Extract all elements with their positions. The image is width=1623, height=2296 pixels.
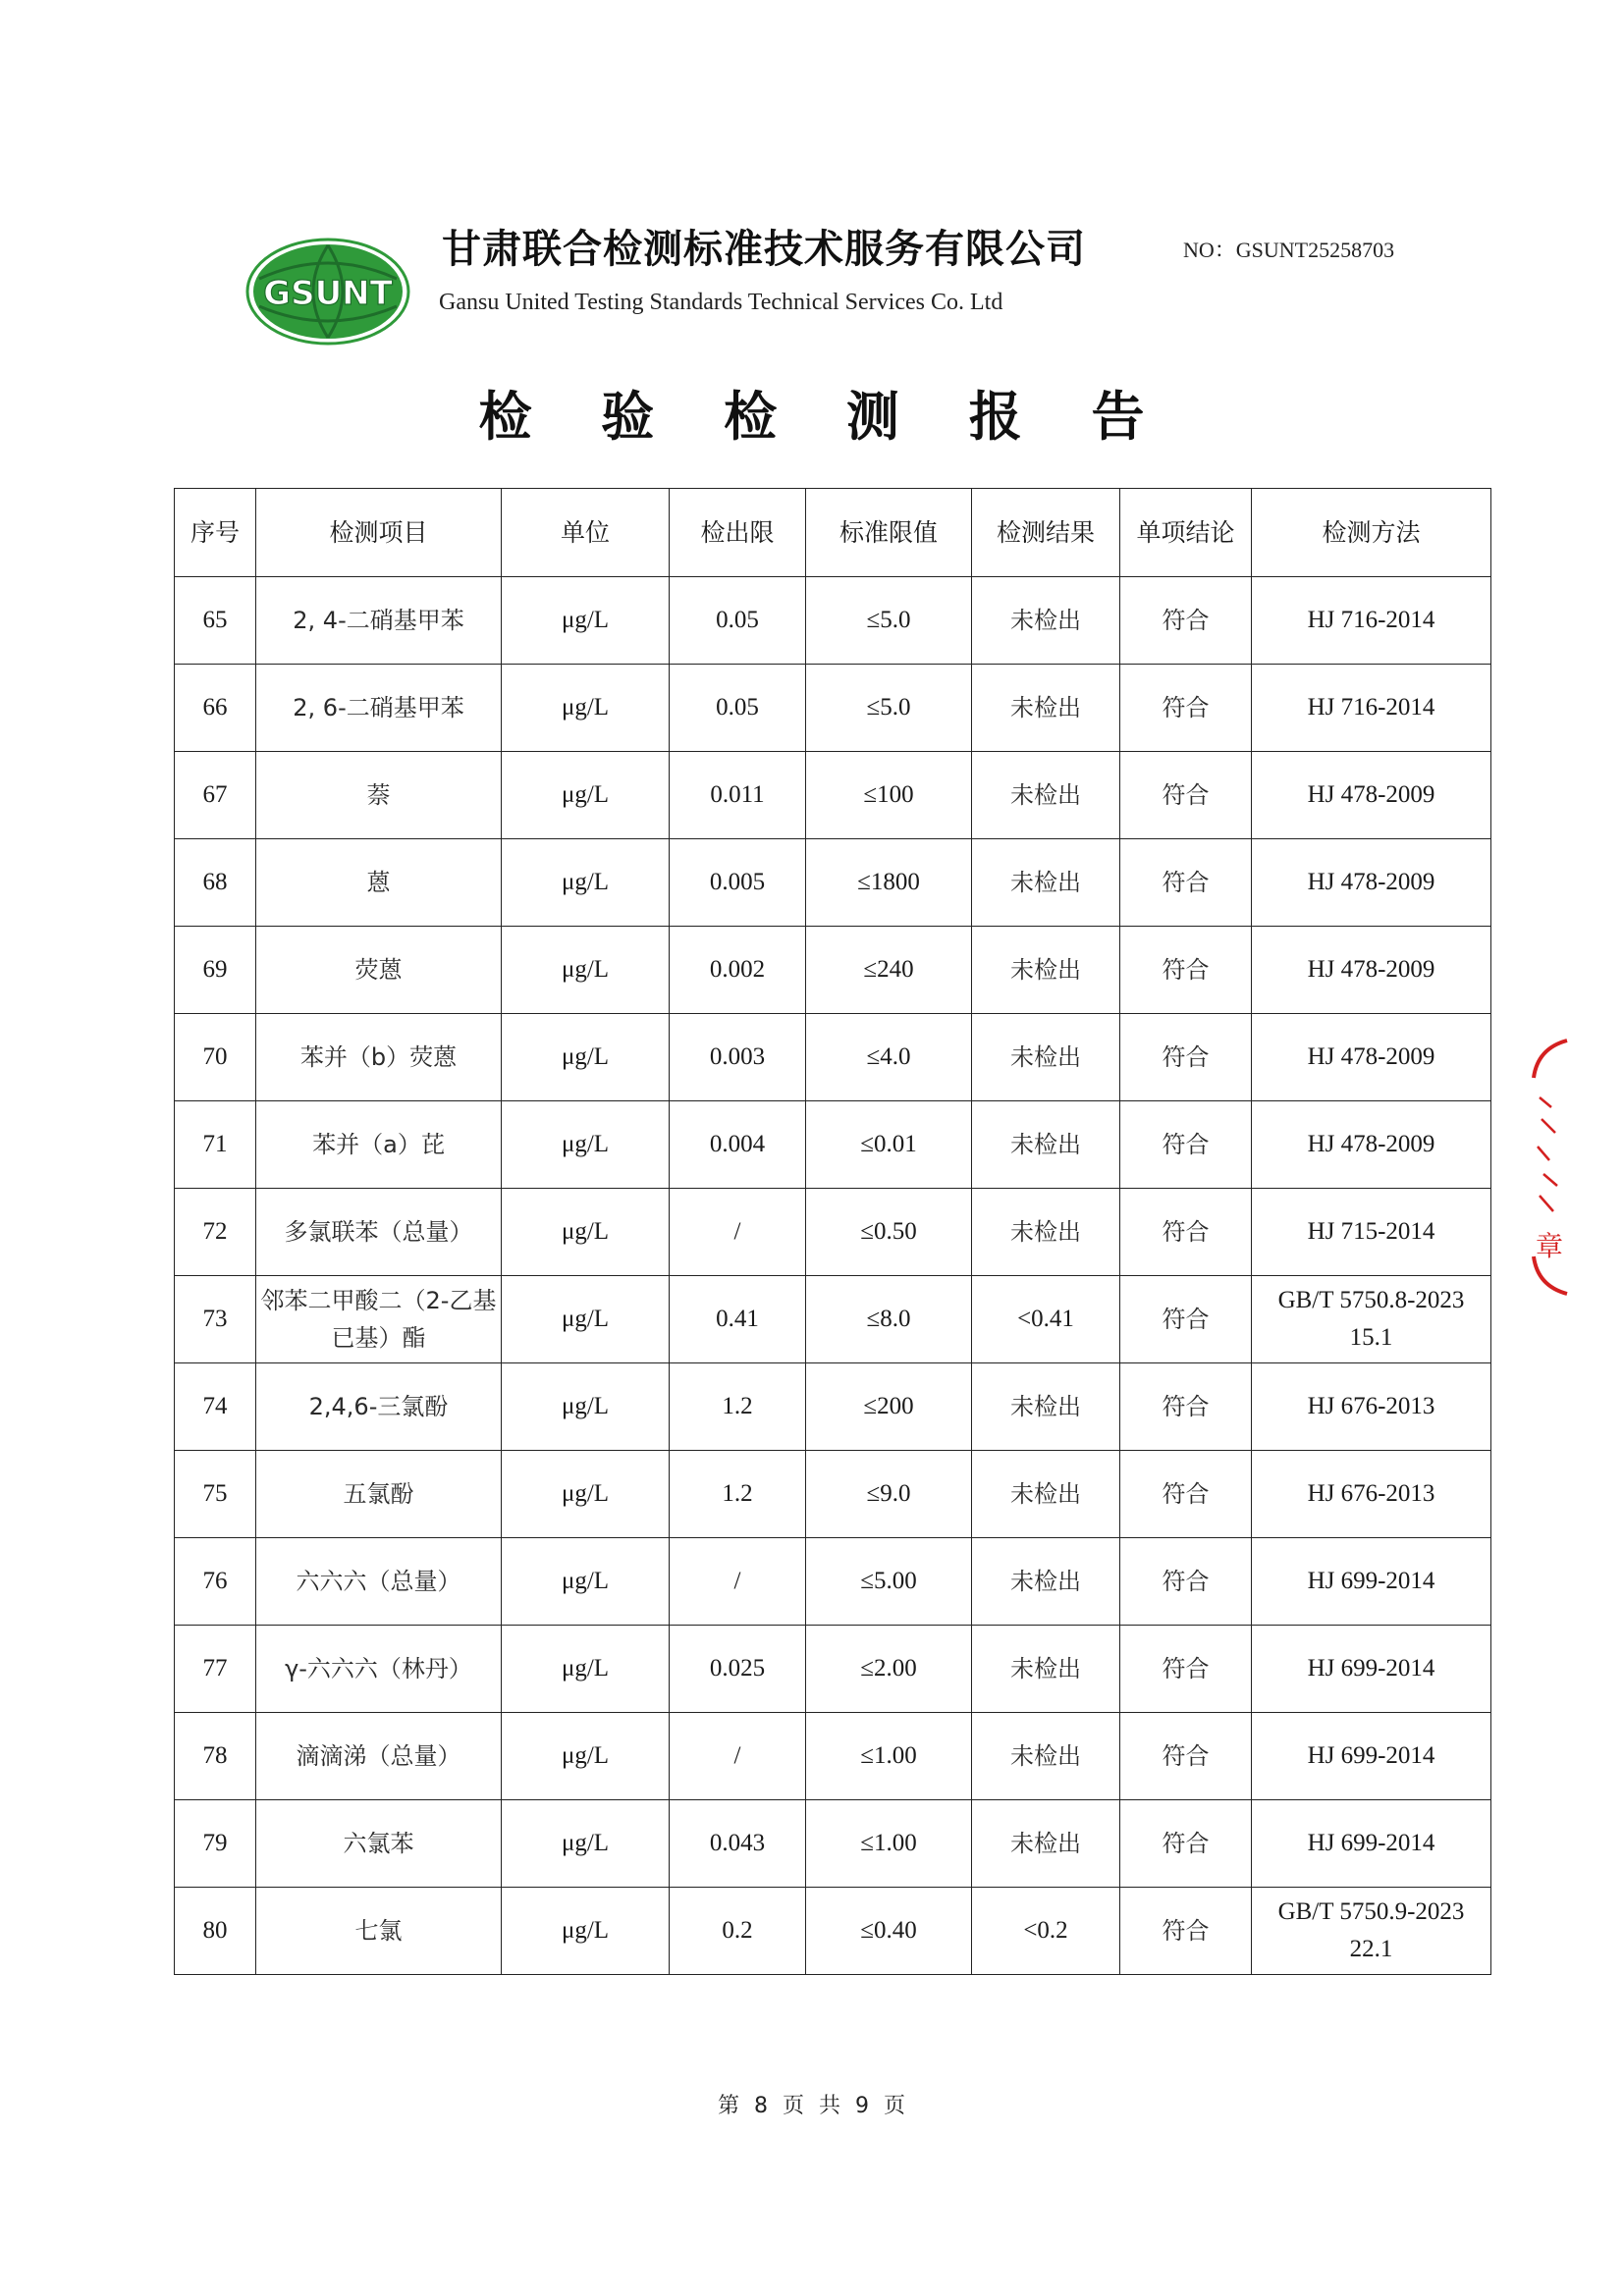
cell-limit: ≤0.01 [806, 1101, 972, 1189]
cell-result: 未检出 [972, 1014, 1120, 1101]
cell-unit: μg/L [502, 1014, 670, 1101]
cell-method: HJ 699-2014 [1252, 1626, 1491, 1713]
gsunt-logo [245, 238, 410, 346]
col-header-method: 检测方法 [1252, 489, 1491, 577]
cell-limit: ≤8.0 [806, 1276, 972, 1363]
cell-lod: / [670, 1713, 806, 1800]
table-row [175, 1538, 1491, 1626]
seal-character: 章 [1536, 1230, 1564, 1262]
cell-no: 70 [175, 1014, 256, 1101]
cell-unit: μg/L [502, 577, 670, 665]
cell-unit: μg/L [502, 752, 670, 839]
cell-limit: ≤2.00 [806, 1626, 972, 1713]
cell-conclusion: 符合 [1120, 1538, 1252, 1626]
table-row [175, 839, 1491, 927]
cell-result: <0.2 [972, 1888, 1120, 1975]
cell-lod: 0.025 [670, 1626, 806, 1713]
cell-result: 未检出 [972, 665, 1120, 752]
cell-no: 71 [175, 1101, 256, 1189]
cell-no: 79 [175, 1800, 256, 1888]
cell-result: 未检出 [972, 1189, 1120, 1276]
cell-unit: μg/L [502, 839, 670, 927]
col-header-no: 序号 [175, 489, 256, 577]
cell-result: 未检出 [972, 1626, 1120, 1713]
cell-lod: 0.011 [670, 752, 806, 839]
cell-limit: ≤9.0 [806, 1451, 972, 1538]
cell-unit: μg/L [502, 1101, 670, 1189]
cell-method: HJ 478-2009 [1252, 1101, 1491, 1189]
cell-unit: μg/L [502, 1626, 670, 1713]
table-row [175, 1800, 1491, 1888]
cell-no: 77 [175, 1626, 256, 1713]
cell-item: 五氯酚 [256, 1451, 502, 1538]
cell-item: 苯并（b）荧蒽 [256, 1014, 502, 1101]
report-title: 检 验 检 测 报 告 [478, 386, 1170, 448]
cell-no: 74 [175, 1363, 256, 1451]
cell-method: HJ 478-2009 [1252, 927, 1491, 1014]
report-number: NO：GSUNT25258703 [1183, 238, 1395, 262]
cell-lod: / [670, 1538, 806, 1626]
cell-lod: 1.2 [670, 1451, 806, 1538]
table-row [175, 927, 1491, 1014]
cell-result: <0.41 [972, 1276, 1120, 1363]
cell-limit: ≤100 [806, 752, 972, 839]
table-row [175, 1363, 1491, 1451]
cell-item: 滴滴涕（总量） [256, 1713, 502, 1800]
table-row [175, 1888, 1491, 1975]
cell-method: HJ 676-2013 [1252, 1451, 1491, 1538]
cell-lod: 0.002 [670, 927, 806, 1014]
cell-item: 蒽 [256, 839, 502, 927]
cell-limit: ≤1.00 [806, 1800, 972, 1888]
cell-method: HJ 478-2009 [1252, 839, 1491, 927]
cell-result: 未检出 [972, 927, 1120, 1014]
cell-no: 68 [175, 839, 256, 927]
cell-item: 六六六（总量） [256, 1538, 502, 1626]
table-body [175, 577, 1491, 1975]
cell-unit: μg/L [502, 1538, 670, 1626]
cell-conclusion: 符合 [1120, 752, 1252, 839]
cell-no: 66 [175, 665, 256, 752]
table-header-row [175, 489, 1491, 577]
cell-lod: 1.2 [670, 1363, 806, 1451]
cell-method: HJ 478-2009 [1252, 752, 1491, 839]
cell-item: 2, 6-二硝基甲苯 [256, 665, 502, 752]
cell-item: 苯并（a）芘 [256, 1101, 502, 1189]
cell-no: 78 [175, 1713, 256, 1800]
cell-no: 80 [175, 1888, 256, 1975]
cell-lod: / [670, 1189, 806, 1276]
cell-conclusion: 符合 [1120, 1626, 1252, 1713]
cell-item: 2, 4-二硝基甲苯 [256, 577, 502, 665]
cell-result: 未检出 [972, 1363, 1120, 1451]
table-row [175, 1451, 1491, 1538]
cell-no: 76 [175, 1538, 256, 1626]
cell-item: 七氯 [256, 1888, 502, 1975]
cell-limit: ≤4.0 [806, 1014, 972, 1101]
cell-item: γ-六六六（林丹） [256, 1626, 502, 1713]
cell-limit: ≤240 [806, 927, 972, 1014]
logo-text: GSUNT [263, 274, 393, 313]
cell-limit: ≤1800 [806, 839, 972, 927]
company-name-en: Gansu United Testing Standards Technical Services Co. Ltd [439, 290, 1003, 315]
cell-method: HJ 699-2014 [1252, 1713, 1491, 1800]
cell-lod: 0.05 [670, 577, 806, 665]
cell-method: HJ 716-2014 [1252, 665, 1491, 752]
cell-item: 邻苯二甲酸二（2-乙基已基）酯 [256, 1276, 502, 1363]
cell-unit: μg/L [502, 665, 670, 752]
col-header-unit: 单位 [502, 489, 670, 577]
cell-lod: 0.005 [670, 839, 806, 927]
cell-unit: μg/L [502, 927, 670, 1014]
cell-item: 多氯联苯（总量） [256, 1189, 502, 1276]
cell-unit: μg/L [502, 1800, 670, 1888]
cell-unit: μg/L [502, 1363, 670, 1451]
cell-conclusion: 符合 [1120, 839, 1252, 927]
cell-lod: 0.004 [670, 1101, 806, 1189]
col-header-conclusion: 单项结论 [1120, 489, 1252, 577]
cell-limit: ≤0.50 [806, 1189, 972, 1276]
cell-method: GB/T 5750.8-2023 15.1 [1252, 1276, 1491, 1363]
table-row [175, 665, 1491, 752]
cell-method: HJ 699-2014 [1252, 1538, 1491, 1626]
company-name-cn: 甘肃联合检测标准技术服务有限公司 [442, 227, 1086, 272]
cell-method: HJ 478-2009 [1252, 1014, 1491, 1101]
cell-result: 未检出 [972, 752, 1120, 839]
cell-no: 72 [175, 1189, 256, 1276]
cell-unit: μg/L [502, 1451, 670, 1538]
cell-no: 73 [175, 1276, 256, 1363]
cell-method: GB/T 5750.9-2023 22.1 [1252, 1888, 1491, 1975]
col-header-limit: 标准限值 [806, 489, 972, 577]
col-header-item: 检测项目 [256, 489, 502, 577]
cell-item: 荧蒽 [256, 927, 502, 1014]
cell-method: HJ 676-2013 [1252, 1363, 1491, 1451]
cell-limit: ≤0.40 [806, 1888, 972, 1975]
cell-result: 未检出 [972, 839, 1120, 927]
table-row [175, 1713, 1491, 1800]
cell-result: 未检出 [972, 1451, 1120, 1538]
cell-conclusion: 符合 [1120, 1451, 1252, 1538]
table-row [175, 1276, 1491, 1363]
cell-unit: μg/L [502, 1189, 670, 1276]
cell-item: 萘 [256, 752, 502, 839]
cell-result: 未检出 [972, 1800, 1120, 1888]
cell-result: 未检出 [972, 1101, 1120, 1189]
cell-limit: ≤5.0 [806, 665, 972, 752]
cell-no: 67 [175, 752, 256, 839]
cell-conclusion: 符合 [1120, 665, 1252, 752]
cell-conclusion: 符合 [1120, 1014, 1252, 1101]
cell-lod: 0.043 [670, 1800, 806, 1888]
cell-unit: μg/L [502, 1276, 670, 1363]
cell-conclusion: 符合 [1120, 927, 1252, 1014]
cell-lod: 0.05 [670, 665, 806, 752]
cell-conclusion: 符合 [1120, 1363, 1252, 1451]
table-row [175, 1189, 1491, 1276]
cell-unit: μg/L [502, 1888, 670, 1975]
cell-conclusion: 符合 [1120, 1276, 1252, 1363]
cell-no: 75 [175, 1451, 256, 1538]
cell-lod: 0.003 [670, 1014, 806, 1101]
cell-limit: ≤200 [806, 1363, 972, 1451]
results-table [174, 488, 1491, 1975]
cell-lod: 0.41 [670, 1276, 806, 1363]
table-row [175, 1101, 1491, 1189]
cell-item: 2,4,6-三氯酚 [256, 1363, 502, 1451]
report-header [0, 0, 1623, 353]
cell-result: 未检出 [972, 577, 1120, 665]
cell-conclusion: 符合 [1120, 1101, 1252, 1189]
cell-conclusion: 符合 [1120, 1888, 1252, 1975]
cell-item: 六氯苯 [256, 1800, 502, 1888]
cell-limit: ≤1.00 [806, 1713, 972, 1800]
cell-unit: μg/L [502, 1713, 670, 1800]
cell-method: HJ 715-2014 [1252, 1189, 1491, 1276]
cell-method: HJ 699-2014 [1252, 1800, 1491, 1888]
col-header-lod: 检出限 [670, 489, 806, 577]
cell-result: 未检出 [972, 1538, 1120, 1626]
cell-no: 65 [175, 577, 256, 665]
col-header-result: 检测结果 [972, 489, 1120, 577]
cell-conclusion: 符合 [1120, 577, 1252, 665]
cell-conclusion: 符合 [1120, 1189, 1252, 1276]
cell-result: 未检出 [972, 1713, 1120, 1800]
table-row [175, 1626, 1491, 1713]
table-row [175, 1014, 1491, 1101]
cell-conclusion: 符合 [1120, 1800, 1252, 1888]
cell-limit: ≤5.0 [806, 577, 972, 665]
cell-lod: 0.2 [670, 1888, 806, 1975]
cell-method: HJ 716-2014 [1252, 577, 1491, 665]
table-row [175, 752, 1491, 839]
cell-conclusion: 符合 [1120, 1713, 1252, 1800]
table-row [175, 577, 1491, 665]
page-number: 第 8 页 共 9 页 [718, 2094, 905, 2118]
cell-limit: ≤5.00 [806, 1538, 972, 1626]
cell-no: 69 [175, 927, 256, 1014]
